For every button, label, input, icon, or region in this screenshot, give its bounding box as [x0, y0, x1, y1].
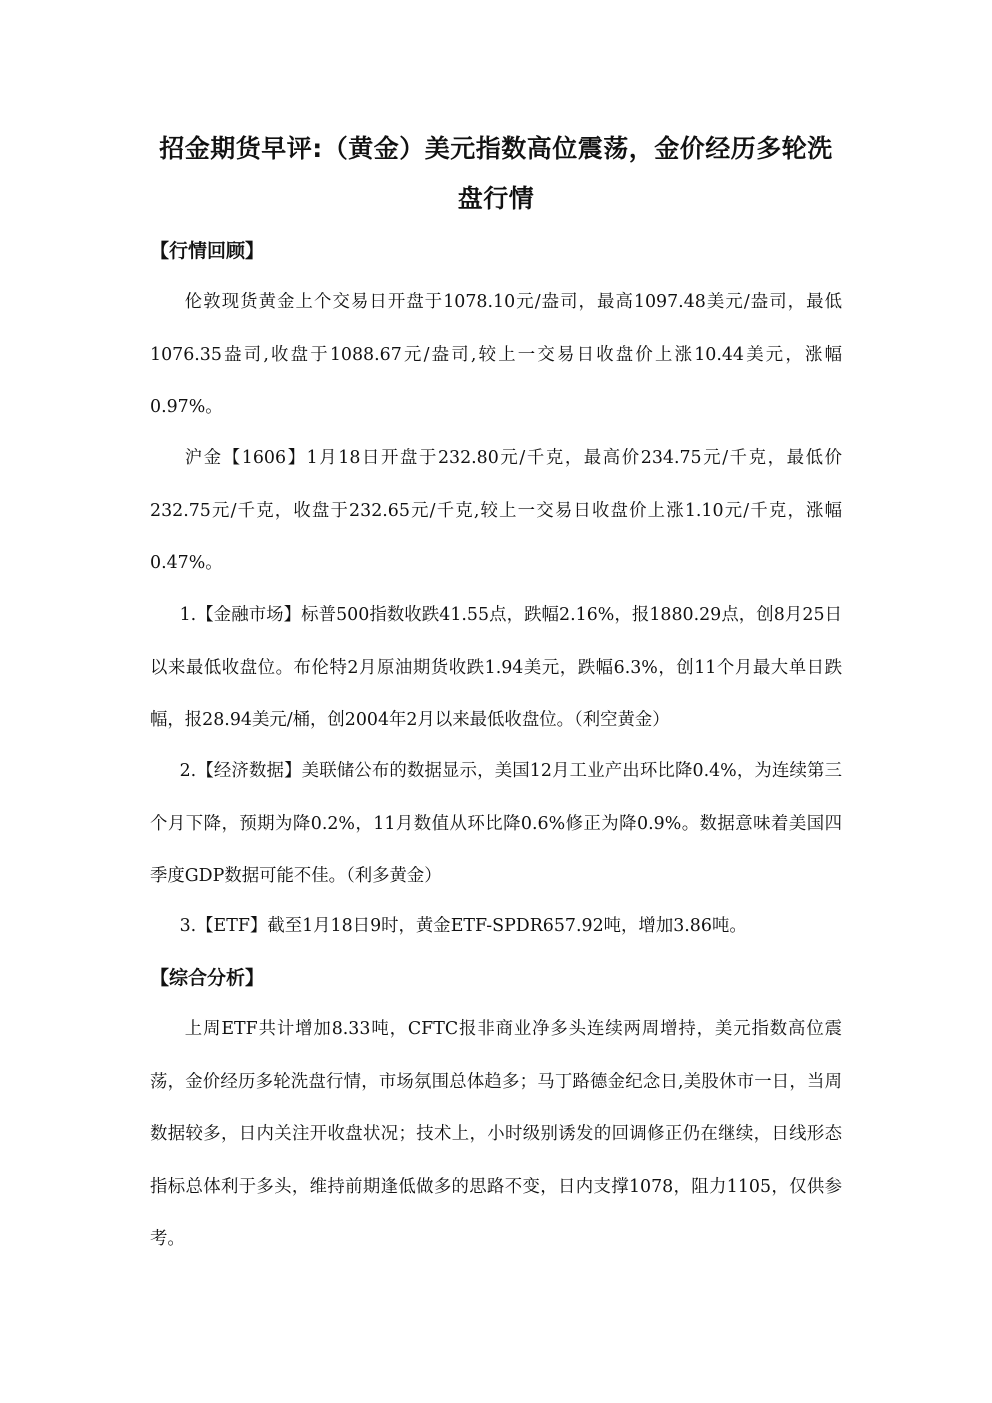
analysis-paragraph: 上周ETF共计增加8.33吨，CFTC报非商业净多头连续两周增持，美元指数高位震荡，金价经历多轮洗盘行情，市场氛围总体趋多；马丁路德金纪念日,美股休市一日，当周数据较多，日内关注开收盘状况；技术上，小时级别诱发的回调修正仍在继续，日线形态指标总体利于多头，维持前期逢低做多的思路不变，日内支撑1078，阻力1105，仅供参考。 — [150, 1019, 842, 1249]
review-item-financial-market: 1.【金融市场】标普500指数收跌41.55点，跌幅2.16%，报1880.29点，创8月25日以来最低收盘位。布伦特2月原油期货收跌1.94美元，跌幅6.3%，创11个月最大单日跌幅，报28.94美元/桶，创2004年2月以来最低收盘位。（利空黄金） — [150, 605, 842, 730]
review-paragraph-london-gold: 伦敦现货黄金上个交易日开盘于1078.10元/盎司，最高1097.48美元/盎司，最低1076.35盎司,收盘于1088.67元/盎司,较上一交易日收盘价上涨10.44美元，涨幅0.97%。 — [150, 292, 842, 417]
section-heading-review: 【行情回顾】 — [150, 240, 265, 262]
review-item-etf: 3.【ETF】截至1月18日9时，黄金ETF-SPDR657.92吨，增加3.86吨。 — [179, 916, 747, 936]
review-paragraph-shanghai-gold: 沪金【1606】1月18日开盘于232.80元/千克，最高价234.75元/千克，最低价232.75元/千克，收盘于232.65元/千克,较上一交易日收盘价上涨1.10元/千克，涨幅0.47%。 — [150, 448, 842, 573]
document-title: 招金期货早评:（黄金）美元指数高位震荡，金价经历多轮洗盘行情 — [159, 134, 833, 213]
section-heading-analysis: 【综合分析】 — [150, 967, 265, 989]
review-item-economic-data: 2.【经济数据】美联储公布的数据显示，美国12月工业产出环比降0.4%，为连续第三个月下降，预期为降0.2%，11月数值从环比降0.6%修正为降0.9%。数据意味着美国四季度GDP数据可能不佳。（利多黄金） — [150, 761, 842, 886]
